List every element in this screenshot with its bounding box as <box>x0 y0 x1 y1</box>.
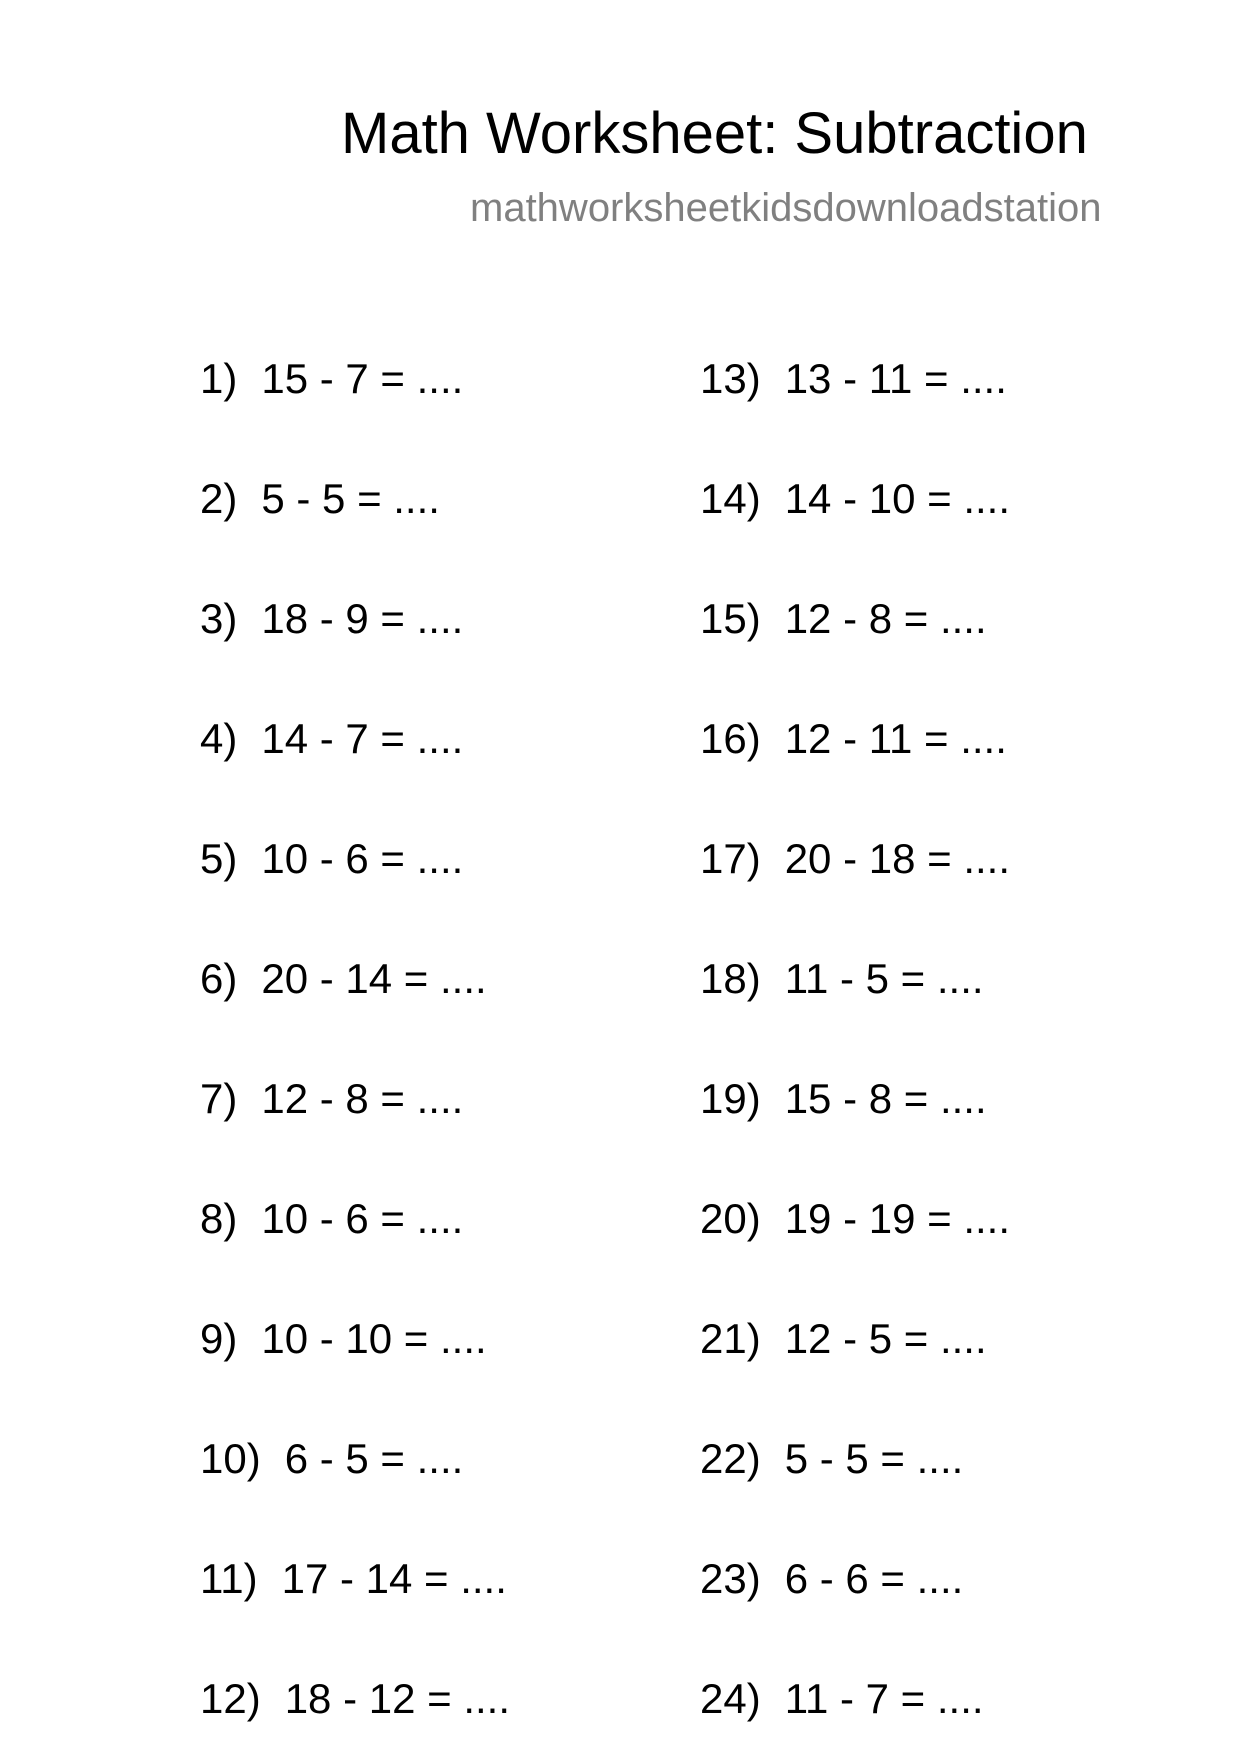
problem-number: 19) <box>700 1075 761 1122</box>
problem-expression: 14 - 7 = .... <box>261 715 464 762</box>
problem-expression: 11 - 7 = .... <box>784 1675 984 1722</box>
problem-item <box>200 951 487 1007</box>
problem-item <box>700 351 1007 407</box>
problem-item <box>200 831 463 887</box>
problem-number: 21) <box>700 1315 761 1362</box>
problem-item <box>700 1071 987 1127</box>
problem-item <box>700 951 984 1007</box>
problem-expression: 14 - 10 = .... <box>784 475 1011 522</box>
problem-number: 8) <box>200 1195 238 1242</box>
problem-number: 22) <box>700 1435 761 1482</box>
problem-expression: 15 - 8 = .... <box>784 1075 987 1122</box>
problem-number: 2) <box>200 475 238 522</box>
problem-expression: 17 - 14 = .... <box>281 1555 507 1602</box>
problem-item <box>200 1551 507 1607</box>
problem-item <box>200 1431 463 1487</box>
site-watermark-text: mathworksheetkidsdownloadstation <box>470 186 1102 230</box>
problem-expression: 10 - 10 = .... <box>261 1315 487 1362</box>
problem-number: 12) <box>200 1675 261 1722</box>
problem-item <box>200 1311 487 1367</box>
problem-number: 15) <box>700 595 761 642</box>
problem-expression: 12 - 8 = .... <box>261 1075 464 1122</box>
problem-item <box>200 351 463 407</box>
problem-number: 20) <box>700 1195 761 1242</box>
problem-expression: 20 - 18 = .... <box>784 835 1011 882</box>
problem-item <box>700 1671 984 1727</box>
problem-item <box>200 711 463 767</box>
problem-expression: 12 - 8 = .... <box>784 595 987 642</box>
problem-expression: 10 - 6 = .... <box>261 835 464 882</box>
problem-item <box>700 1431 963 1487</box>
problem-expression: 18 - 12 = .... <box>284 1675 511 1722</box>
problem-number: 24) <box>700 1675 761 1722</box>
problem-expression: 15 - 7 = .... <box>261 355 464 402</box>
problem-expression: 5 - 5 = .... <box>261 475 440 522</box>
problem-expression: 12 - 11 = .... <box>784 715 1007 762</box>
problem-expression: 6 - 6 = .... <box>784 1555 964 1602</box>
problem-number: 7) <box>200 1075 238 1122</box>
problem-number: 6) <box>200 955 238 1002</box>
problem-number: 1) <box>200 355 238 402</box>
problem-item <box>700 1311 987 1367</box>
problem-item <box>700 471 1010 527</box>
problem-expression: 20 - 14 = .... <box>261 955 487 1002</box>
problem-item <box>200 1671 510 1727</box>
problem-number: 23) <box>700 1555 761 1602</box>
problem-item <box>700 711 1007 767</box>
problem-number: 3) <box>200 595 238 642</box>
problem-expression: 11 - 5 = .... <box>784 955 984 1002</box>
problem-number: 10) <box>200 1435 261 1482</box>
problem-number: 13) <box>700 355 761 402</box>
problem-expression: 10 - 6 = .... <box>261 1195 464 1242</box>
problem-expression: 19 - 19 = .... <box>784 1195 1011 1242</box>
problem-item <box>700 591 987 647</box>
problem-number: 18) <box>700 955 761 1002</box>
problem-item <box>200 471 440 527</box>
problem-item <box>700 831 1010 887</box>
problem-number: 9) <box>200 1315 238 1362</box>
problem-expression: 5 - 5 = .... <box>784 1435 964 1482</box>
problem-number: 4) <box>200 715 238 762</box>
problem-expression: 6 - 5 = .... <box>284 1435 464 1482</box>
problem-item <box>200 591 463 647</box>
problem-expression: 12 - 5 = .... <box>784 1315 987 1362</box>
problem-item <box>200 1191 463 1247</box>
problem-number: 16) <box>700 715 761 762</box>
problem-item <box>200 1071 463 1127</box>
problem-item <box>700 1551 963 1607</box>
page-title: Math Worksheet: Subtraction <box>341 101 1088 166</box>
problem-number: 5) <box>200 835 238 882</box>
problem-expression: 13 - 11 = .... <box>784 355 1007 402</box>
problem-number: 17) <box>700 835 761 882</box>
problem-number: 14) <box>700 475 761 522</box>
problem-item <box>700 1191 1010 1247</box>
problem-number: 11) <box>200 1555 258 1602</box>
problem-expression: 18 - 9 = .... <box>261 595 464 642</box>
